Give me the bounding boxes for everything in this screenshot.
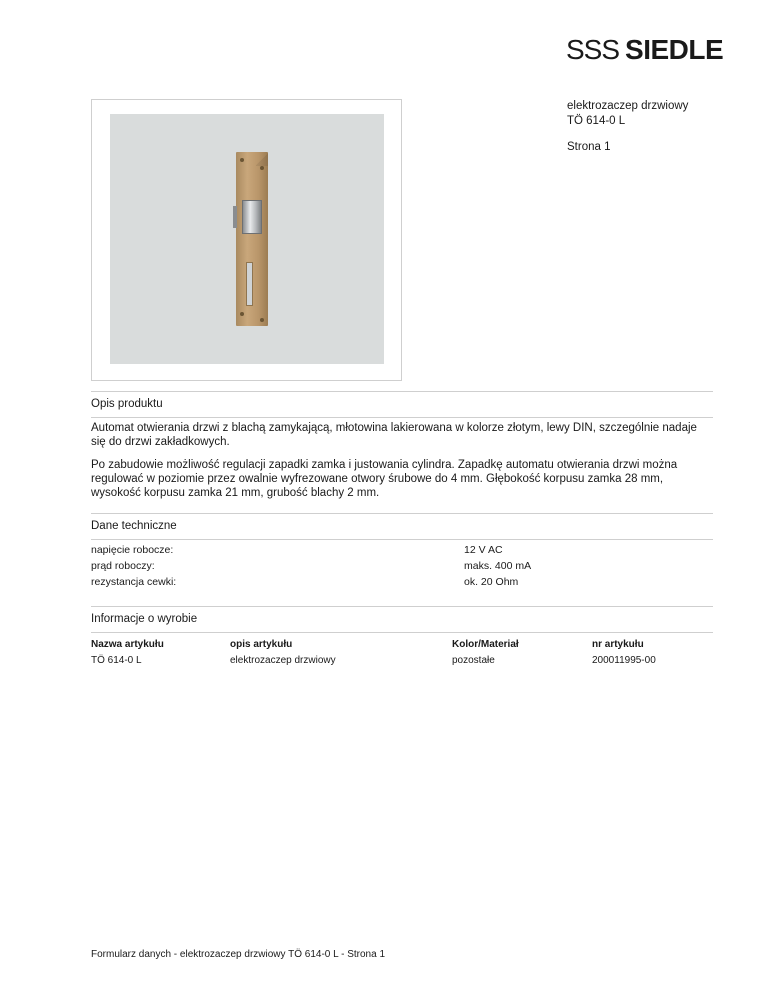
tech-label: prąd roboczy: [91,560,155,572]
column-header: Kolor/Materiał [452,639,519,650]
product-column-description [230,637,336,669]
strike-slot [246,262,253,306]
siedle-logo [566,32,723,68]
technical-title: Dane techniczne [91,513,713,540]
screw-hole [260,318,264,322]
tech-value: ok. 20 Ohm [464,576,519,588]
product-name: elektrozaczep drzwiowy [567,100,689,112]
header-info [567,99,688,155]
tech-label: rezystancja cewki: [91,576,177,588]
tech-value: maks. 400 mA [464,560,532,572]
photo-background [110,114,384,364]
tech-label: napięcie robocze: [91,544,174,556]
column-header: nr artykułu [592,639,644,650]
article-code: TÖ 614-0 L [567,115,626,127]
door-strike-plate-image [236,152,268,326]
product-photo [91,99,402,381]
screw-hole [240,158,244,162]
tech-value: 12 V AC [464,544,503,556]
column-value: 200011995-00 [592,655,656,666]
column-value: elektrozaczep drzwiowy [230,655,336,666]
product-column-color [452,637,519,669]
description-paragraph-2: Po zabudowie możliwość regulacji zapadki zamka i justowania cylindra. Zapadkę automatu otwierania drzwi można regulować w poziomie przez owalnie wyfrezowane otwory śrubowe do 4 mm. Głębokość korpusu zamka 28 mm, wysokość korpusu zamka 21 mm, grubość blachy 2 mm. [91,459,678,499]
latch-side [233,206,237,228]
column-value: TÖ 614-0 L [91,655,142,666]
plate-chamfer [256,152,268,166]
page-footer: Formularz danych - elektrozaczep drzwiowy TÖ 614-0 L - Strona 1 [91,949,386,960]
column-value: pozostałe [452,655,495,666]
product-column-number [592,637,656,669]
product-info-title: Informacje o wyrobie [91,606,713,633]
screw-hole [260,166,264,170]
description-paragraph-1: Automat otwierania drzwi z blachą zamykającą, młotowina lakierowana w kolorze złotym, lewy DIN, szczególnie nadaje się do drzwi zakładkowych. [91,422,697,448]
logo-name: SIEDLE [625,34,724,65]
column-header: Nazwa artykułu [91,639,164,650]
latch-mechanism [242,200,262,234]
product-column-name [91,637,164,669]
logo-prefix: SSS [566,34,620,65]
description-title: Opis produktu [91,391,713,418]
screw-hole [240,312,244,316]
page-label: Strona 1 [567,141,611,153]
column-header: opis artykułu [230,639,293,650]
